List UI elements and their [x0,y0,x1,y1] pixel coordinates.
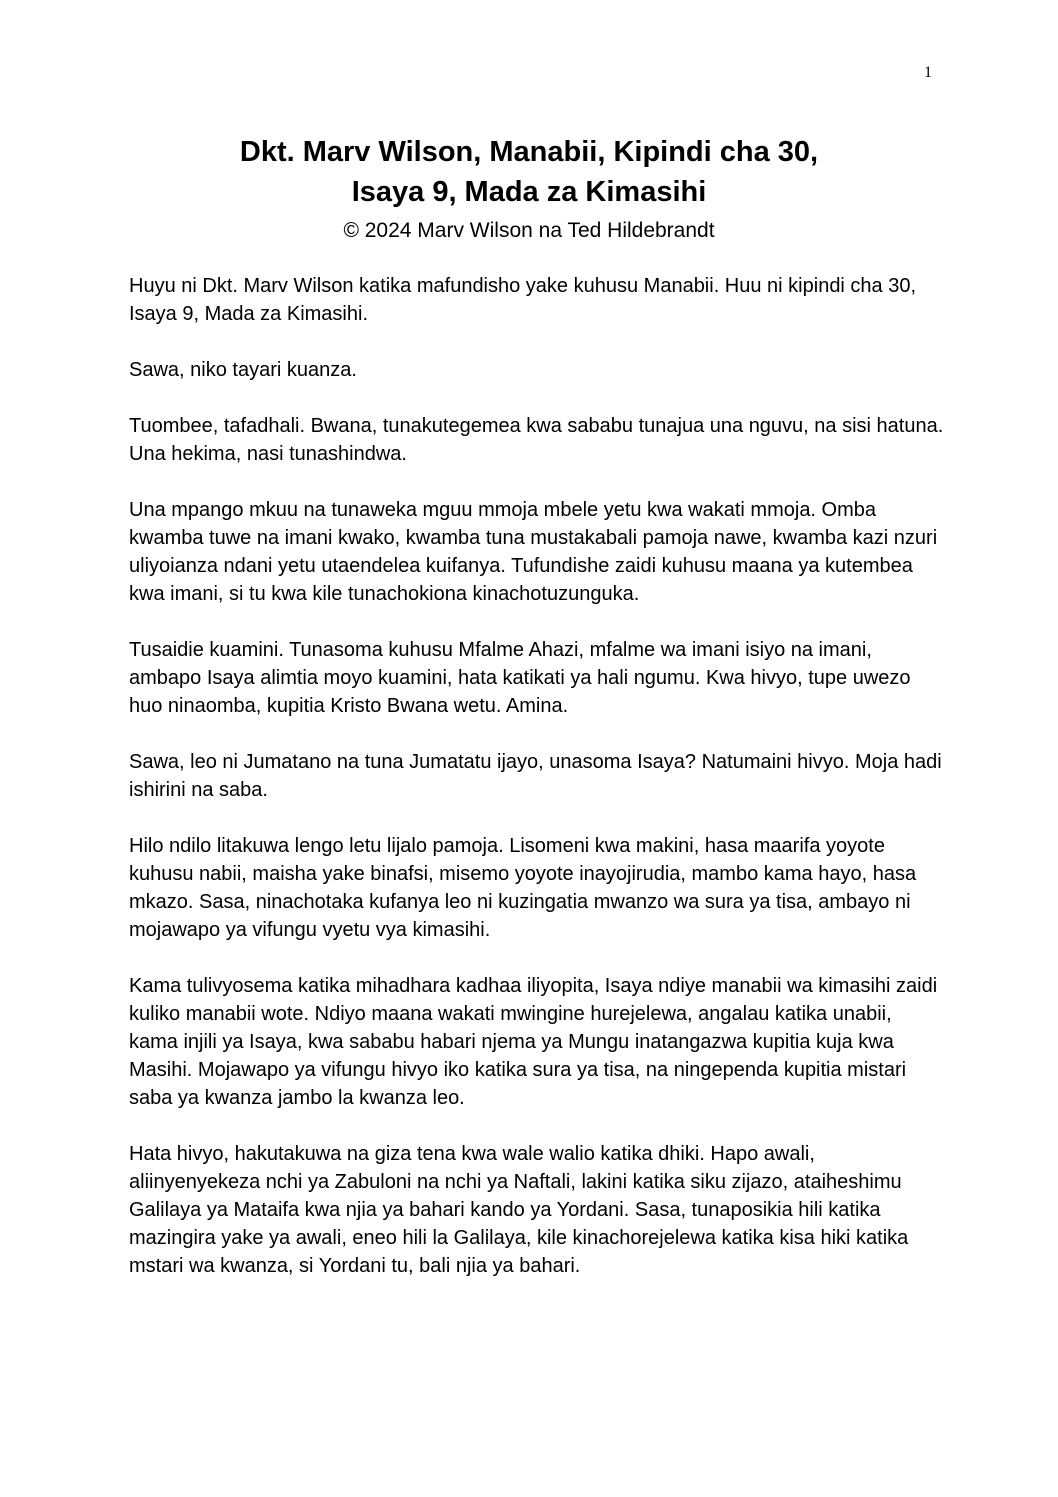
paragraph: Sawa, niko tayari kuanza. [129,359,357,381]
document-header [0,132,1058,246]
document-body [129,272,944,1308]
document-title-line-1: Dkt. Marv Wilson, Manabii, Kipindi cha 30, [239,136,819,168]
paragraph: Tusaidie kuamini. Tunasoma kuhusu Mfalme Ahazi, mfalme wa imani isiyo na imani, ambapo Isaya alimtia moyo kuamini, hata katikati ya hali ngumu. Kwa hivyo, tupe uwezo huo ninaomba, kupitia Kristo Bwana wetu. Amina. [129,639,911,717]
paragraph: Hilo ndilo litakuwa lengo letu lijalo pamoja. Lisomeni kwa makini, hasa maarifa yoyote kuhusu nabii, maisha yake binafsi, misemo yoyote inayojirudia, mambo kama hayo, hasa mkazo. Sasa, ninachotaka kufanya leo ni kuzingatia mwanzo wa sura ya tisa, ambayo ni mojawapo ya vifungu vyetu vya kimasihi. [129,835,917,941]
copyright-notice: © 2024 Marv Wilson na Ted Hildebrandt [343,219,715,242]
document-title-line-2: Isaya 9, Mada za Kimasihi [351,176,707,208]
paragraph: Hata hivyo, hakutakuwa na giza tena kwa wale walio katika dhiki. Hapo awali, aliinyenyekeza nchi ya Zabuloni na nchi ya Naftali, lakini katika siku zijazo, ataiheshimu Galilaya ya Mataifa kwa njia ya bahari kando ya Yordani. Sasa, tunaposikia hili katika mazingira yake ya awali, eneo hili la Galilaya, kile kinachorejelewa katika kisa hiki katika mstari wa kwanza, si Yordani tu, bali njia ya bahari. [129,1143,909,1277]
paragraph: Huyu ni Dkt. Marv Wilson katika mafundisho yake kuhusu Manabii. Huu ni kipindi cha 30, Isaya 9, Mada za Kimasihi. [129,275,917,325]
page-number: 1 [924,64,932,81]
paragraph: Una mpango mkuu na tunaweka mguu mmoja mbele yetu kwa wakati mmoja. Omba kwamba tuwe na imani kwako, kwamba tuna mustakabali pamoja nawe, kwamba kazi nzuri uliyoianza ndani yetu utaendelea kuifanya. Tufundishe zaidi kuhusu maana ya kutembea kwa imani, si tu kwa kile tunachokiona kinachotuzunguka. [129,499,938,605]
paragraph: Tuombee, tafadhali. Bwana, tunakutegemea kwa sababu tunajua una nguvu, na sisi hatuna. Una hekima, nasi tunashindwa. [129,415,944,465]
paragraph: Kama tulivyosema katika mihadhara kadhaa iliyopita, Isaya ndiye manabii wa kimasihi zaidi kuliko manabii wote. Ndiyo maana wakati mwingine hurejelewa, angalau katika unabii, kama injili ya Isaya, kwa sababu habari njema ya Mungu inatangazwa kupitia kuja kwa Masihi. Mojawapo ya vifungu hivyo iko katika sura ya tisa, na ningependa kupitia mistari saba ya kwanza jambo la kwanza leo. [129,975,938,1109]
paragraph: Sawa, leo ni Jumatano na tuna Jumatatu ijayo, unasoma Isaya? Natumaini hivyo. Moja hadi ishirini na saba. [129,751,942,801]
